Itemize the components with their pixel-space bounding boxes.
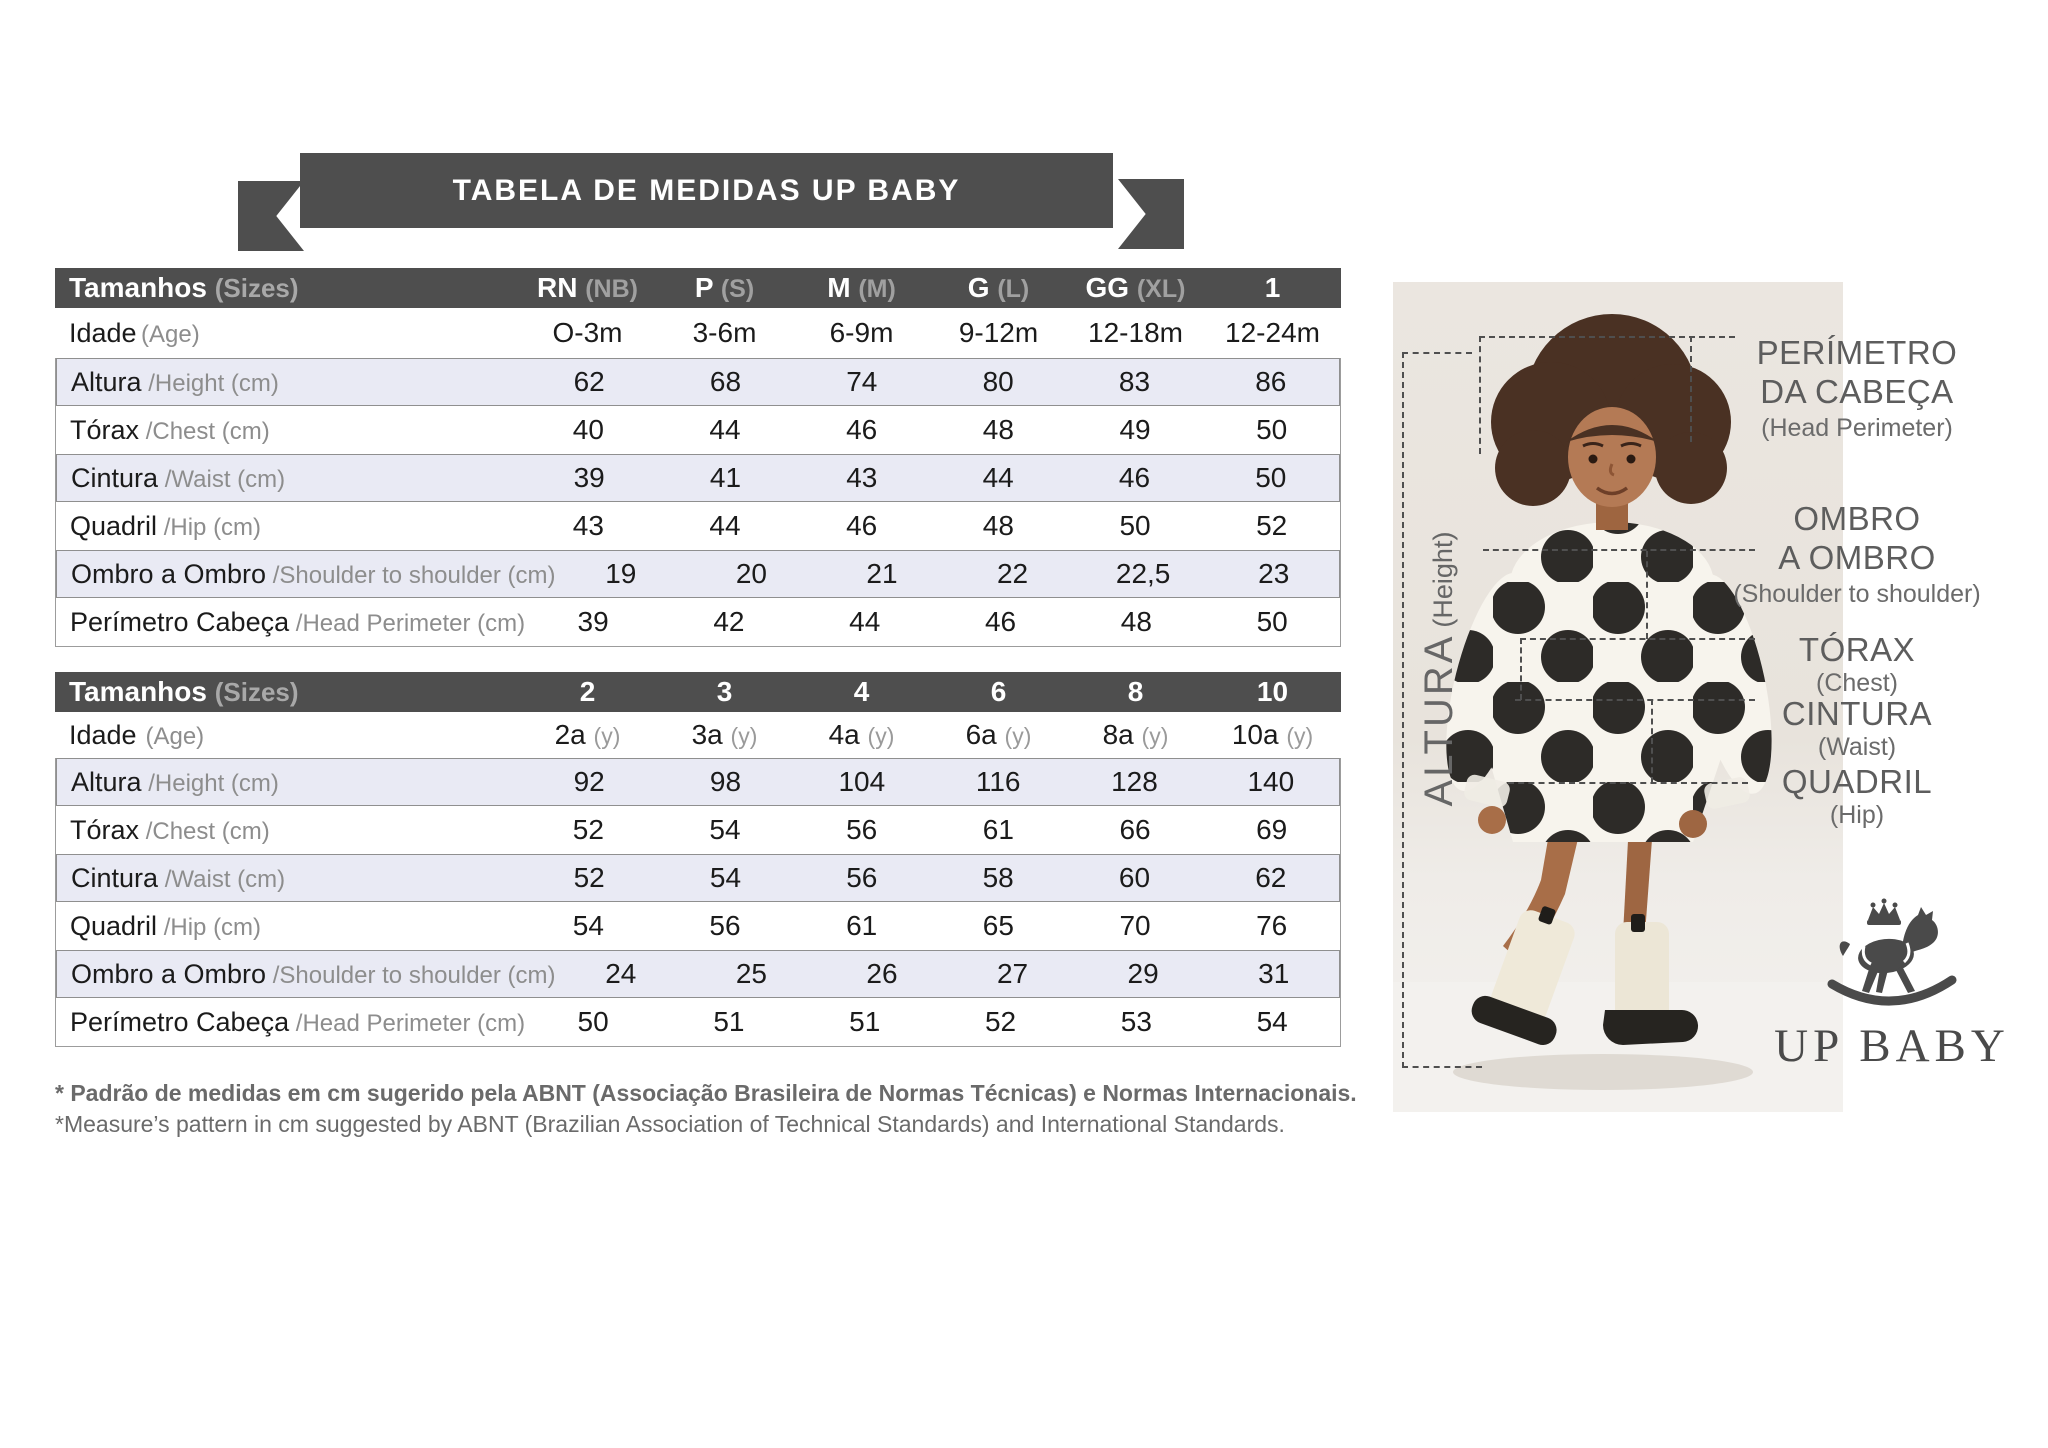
- table-cell: 104: [838, 766, 886, 797]
- table-cell: 44: [709, 510, 741, 541]
- size-col: 6: [990, 676, 1007, 707]
- table-cell: 50: [1255, 462, 1287, 493]
- table-cell: 40: [572, 414, 604, 445]
- table-cell: 50: [577, 1006, 609, 1037]
- table-row-age: Idade (Age) O-3m 3-6m 6-9m 9-12m 12-18m 12-24m: [55, 308, 1341, 358]
- page-title: TABELA DE MEDIDAS UP BABY: [452, 173, 961, 207]
- table-cell: 24: [605, 958, 637, 989]
- table-cell: 6a (y): [965, 719, 1032, 750]
- footnote-pt: * Padrão de medidas em cm sugerido pela ABNT (Associação Brasileira de Normas Técnicas) e Normas Internacionais.: [55, 1080, 1357, 1106]
- table-cell: 69: [1256, 814, 1288, 845]
- table-cell: 20: [735, 558, 767, 589]
- size-col: G (L): [967, 272, 1030, 303]
- table-cell: 74: [846, 366, 878, 397]
- table-cell: 56: [846, 862, 878, 893]
- table-cell: 65: [982, 910, 1014, 941]
- table-cell: 50: [1119, 510, 1151, 541]
- title-banner: [300, 153, 1113, 228]
- brand-logo: [1747, 898, 2037, 1073]
- label-waist: CINTURA (Waist): [1781, 695, 1933, 761]
- size-col: 4: [853, 676, 870, 707]
- footnote-en: *Measure’s pattern in cm suggested by ABNT (Brazilian Association of Technical Standards) and International Standards.: [55, 1111, 1285, 1137]
- table-cell: 61: [982, 814, 1014, 845]
- table-cell: 9-12m: [958, 317, 1039, 348]
- brand-name: UP BABY: [1774, 1020, 2010, 1072]
- table-cell: 56: [709, 910, 741, 941]
- table-row-waist: Cintura /Waist (cm) 52 54 56 58 60 62: [56, 854, 1340, 902]
- table-row-head: Perímetro Cabeça /Head Perimeter (cm) 39 42 44 46 48 50: [56, 598, 1340, 646]
- table-cell: 46: [1118, 462, 1151, 493]
- table-cell: 52: [572, 814, 604, 845]
- label-shoulder: OMBRO A OMBRO (Shoulder to shoulder): [1733, 500, 1981, 608]
- table-cell: O-3m: [552, 317, 623, 348]
- size-col: 1: [1264, 272, 1281, 303]
- size-col: P (S): [694, 272, 755, 303]
- table-row-height: Altura /Height (cm) 62 68 74 80 83 86: [56, 358, 1340, 406]
- table-cell: 6-9m: [829, 317, 894, 348]
- size-col: M (M): [827, 272, 896, 303]
- table-header-row: [55, 672, 1341, 712]
- table-cell: 68: [709, 366, 742, 397]
- head-guide-left: [1479, 336, 1481, 454]
- table-cell: 43: [572, 510, 604, 541]
- table-cell: 52: [1256, 510, 1288, 541]
- table-cell: 62: [1255, 862, 1287, 893]
- table-row-chest: Tórax /Chest (cm) 40 44 46 48 49 50: [56, 406, 1340, 454]
- size-col: 10: [1256, 676, 1289, 707]
- table-cell: 140: [1247, 766, 1295, 797]
- size-col: 8: [1127, 676, 1144, 707]
- table-cell: 48: [982, 414, 1014, 445]
- waist-hip-connector: [1651, 699, 1653, 783]
- table-cell: 53: [1120, 1006, 1152, 1037]
- head-guide-top: [1479, 336, 1735, 338]
- table-cell: 92: [573, 766, 605, 797]
- table-cell: 46: [846, 414, 878, 445]
- chest-waist-connector: [1520, 638, 1522, 700]
- table-cell: 12-18m: [1088, 317, 1183, 348]
- table-cell: 44: [982, 462, 1014, 493]
- table-row-hip: Quadril /Hip (cm) 54 56 61 65 70 76: [56, 902, 1340, 950]
- table-cell: 54: [709, 814, 741, 845]
- table-cell: 4a (y): [828, 719, 895, 750]
- table-cell: 76: [1256, 910, 1288, 941]
- table-cell: 128: [1111, 766, 1158, 797]
- table-header-row: [55, 268, 1341, 308]
- table-cell: 52: [984, 1006, 1017, 1037]
- size-col: GG (XL): [1085, 272, 1186, 303]
- table-cell: 54: [1256, 1006, 1288, 1037]
- table-cell: 22,5: [1115, 558, 1171, 589]
- table-cell: 22: [996, 558, 1029, 589]
- table-cell: 39: [577, 606, 609, 637]
- table-cell: 39: [573, 462, 605, 493]
- ribbon-tail-left: [238, 181, 304, 251]
- table-cell: 43: [846, 462, 878, 493]
- table-cell: 2a (y): [554, 719, 621, 750]
- table-cell: 52: [573, 862, 605, 893]
- table-cell: 83: [1118, 366, 1151, 397]
- table-cell: 8a (y): [1102, 719, 1169, 750]
- table-cell: 27: [996, 958, 1029, 989]
- size-col: 3: [716, 676, 733, 707]
- table-cell: 56: [846, 814, 878, 845]
- table-cell: 54: [572, 910, 604, 941]
- table-row-shoulder: Ombro a Ombro /Shoulder to shoulder (cm) 19 20 21 22 22,5 23: [56, 550, 1340, 598]
- table-cell: 44: [849, 606, 881, 637]
- table-cell: 10a (y): [1231, 719, 1314, 750]
- label-hip: QUADRIL (Hip): [1781, 763, 1933, 829]
- head-guide-right: [1690, 336, 1692, 442]
- table-row-hip: Quadril /Hip (cm) 43 44 46 48 50 52: [56, 502, 1340, 550]
- label-head-perimeter: PERÍMETRO DA CABEÇA (Head Perimeter): [1756, 334, 1958, 442]
- table-cell: 29: [1127, 958, 1159, 989]
- table-cell: 48: [982, 510, 1014, 541]
- table-row-waist: Cintura /Waist (cm) 39 41 43 44 46 50: [56, 454, 1340, 502]
- table-cell: 49: [1119, 414, 1151, 445]
- table-cell: 26: [866, 958, 898, 989]
- table-cell: 61: [846, 910, 878, 941]
- header-label: Tamanhos (Sizes): [69, 676, 299, 707]
- table-cell: 86: [1255, 366, 1287, 397]
- table-cell: 42: [713, 606, 745, 637]
- table-cell: 50: [1256, 606, 1288, 637]
- table-cell: 116: [975, 766, 1021, 797]
- size-col: RN (NB): [537, 272, 638, 303]
- table-cell: 51: [849, 1006, 881, 1037]
- table-cell: 21: [866, 558, 898, 589]
- table-cell: 31: [1258, 958, 1290, 989]
- height-guide-bottom: [1402, 1066, 1482, 1068]
- table-cell: 41: [709, 462, 742, 493]
- size-table-baby: [55, 268, 1341, 647]
- table-cell: 70: [1119, 910, 1151, 941]
- table-cell: 58: [982, 862, 1014, 893]
- height-guide-top: [1402, 352, 1472, 354]
- table-cell: 60: [1118, 862, 1151, 893]
- height-guide-line: [1402, 352, 1404, 1068]
- table-cell: 46: [984, 606, 1017, 637]
- table-cell: 50: [1256, 414, 1288, 445]
- table-cell: 12-24m: [1225, 317, 1320, 348]
- table-cell: 48: [1120, 606, 1152, 637]
- ribbon-tail-right: [1118, 179, 1184, 249]
- table-row-head: Perímetro Cabeça /Head Perimeter (cm) 50 51 51 52 53 54: [56, 998, 1340, 1046]
- rocking-horse-crown-icon: [1817, 898, 1967, 1012]
- table-cell: 54: [709, 862, 742, 893]
- table-row-height: Altura /Height (cm) 92 98 104 116 128 140: [56, 758, 1340, 806]
- size-col: 2: [579, 676, 596, 707]
- table-cell: 46: [846, 510, 878, 541]
- table-cell: 3a (y): [691, 719, 758, 750]
- table-row-shoulder: Ombro a Ombro /Shoulder to shoulder (cm) 24 25 26 27 29 31: [56, 950, 1340, 998]
- shoulder-chest-connector: [1646, 551, 1648, 639]
- table-row-chest: Tórax /Chest (cm) 52 54 56 61 66 69: [56, 806, 1340, 854]
- size-table-kids: [55, 672, 1341, 1047]
- header-label: Tamanhos (Sizes): [69, 272, 299, 303]
- label-chest: TÓRAX (Chest): [1798, 631, 1916, 697]
- table-cell: 3-6m: [692, 317, 757, 348]
- table-cell: 98: [709, 766, 742, 797]
- table-cell: 23: [1258, 558, 1290, 589]
- table-cell: 25: [735, 958, 767, 989]
- height-axis-label: ALTURA(Height): [1417, 531, 1461, 807]
- table-cell: 66: [1119, 814, 1151, 845]
- table-cell: 44: [709, 414, 741, 445]
- table-cell: 80: [982, 366, 1014, 397]
- table-cell: 51: [713, 1006, 745, 1037]
- table-cell: 62: [573, 366, 605, 397]
- table-row-age: Idade (Age) 2a (y) 3a (y) 4a (y) 6a (y) 8a (y) 10a (y): [55, 712, 1341, 758]
- table-cell: 19: [605, 558, 637, 589]
